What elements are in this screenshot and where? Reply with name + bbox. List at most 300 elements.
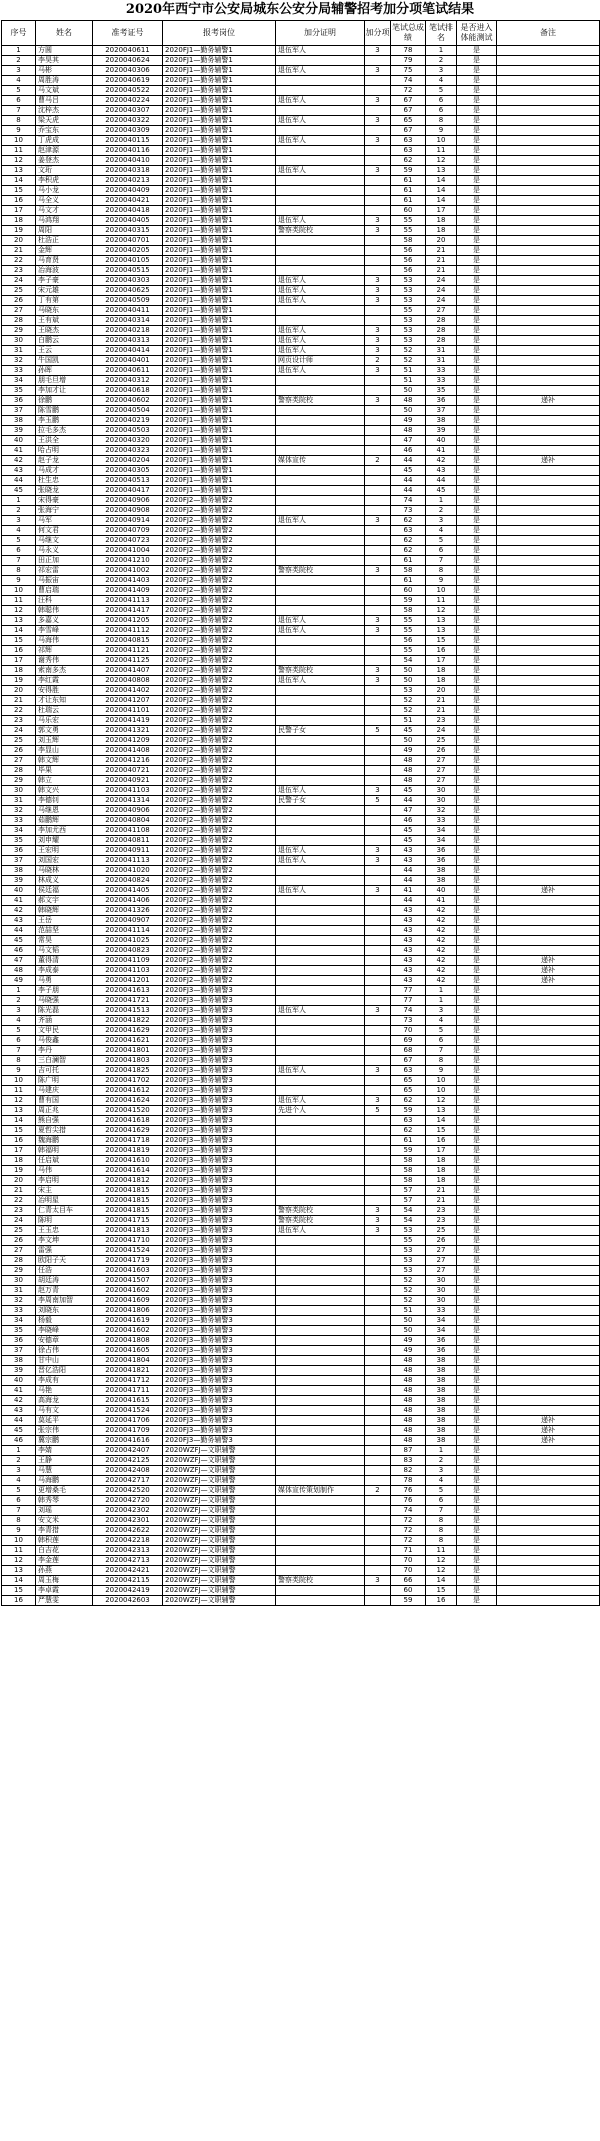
cell-total-score: 65 xyxy=(391,1086,426,1096)
cell-name: 李子朋 xyxy=(36,986,93,996)
table-row xyxy=(2,316,600,326)
cell-total-score: 43 xyxy=(391,846,426,856)
cell-index: 9 xyxy=(2,576,36,586)
cell-rank: 8 xyxy=(426,1516,457,1526)
cell-rank: 9 xyxy=(426,576,457,586)
cell-total-score: 62 xyxy=(391,516,426,526)
cell-name: 徐占伟 xyxy=(36,1346,93,1356)
cell-name: 杨毅 xyxy=(36,1316,93,1326)
cell-fitness-test: 是 xyxy=(457,306,497,316)
cell-fitness-test: 是 xyxy=(457,176,497,186)
cell-name: 马伟 xyxy=(36,1166,93,1176)
cell-rank: 34 xyxy=(426,1316,457,1326)
table-row xyxy=(2,1076,600,1086)
table-row xyxy=(2,1496,600,1506)
cell-total-score: 58 xyxy=(391,566,426,576)
cell-bonus-points xyxy=(365,206,391,216)
cell-fitness-test: 是 xyxy=(457,446,497,456)
cell-exam-id: 2020041719 xyxy=(93,1256,163,1266)
cell-position: 2020FJ1—勤务辅警1 xyxy=(163,96,276,106)
cell-position: 2020FJ3—勤务辅警3 xyxy=(163,1056,276,1066)
cell-rank: 27 xyxy=(426,1246,457,1256)
table-row xyxy=(2,756,600,766)
cell-bonus-points xyxy=(365,1586,391,1596)
cell-remarks xyxy=(497,596,600,606)
cell-position: 2020FJ1—勤务辅警1 xyxy=(163,316,276,326)
cell-total-score: 52 xyxy=(391,1296,426,1306)
cell-exam-id: 2020040723 xyxy=(93,536,163,546)
table-row xyxy=(2,1596,600,1606)
table-row xyxy=(2,626,600,636)
cell-name: 莫延平 xyxy=(36,1416,93,1426)
cell-rank: 36 xyxy=(426,846,457,856)
cell-fitness-test: 是 xyxy=(457,1366,497,1376)
cell-bonus-proof xyxy=(276,1276,365,1286)
cell-position: 2020FJ2—勤务辅警2 xyxy=(163,836,276,846)
cell-exam-id: 2020041710 xyxy=(93,1236,163,1246)
cell-remarks xyxy=(497,1056,600,1066)
cell-bonus-proof xyxy=(276,316,365,326)
cell-exam-id: 2020041321 xyxy=(93,726,163,736)
cell-exam-id: 2020040906 xyxy=(93,496,163,506)
cell-fitness-test: 是 xyxy=(457,1236,497,1246)
table-row xyxy=(2,526,600,536)
cell-index: 34 xyxy=(2,1316,36,1326)
header-name: 姓名 xyxy=(36,21,93,46)
cell-exam-id: 2020041209 xyxy=(93,736,163,746)
table-row xyxy=(2,1266,600,1276)
cell-index: 16 xyxy=(2,646,36,656)
cell-bonus-proof: 先进个人 xyxy=(276,1106,365,1116)
cell-exam-id: 2020040602 xyxy=(93,396,163,406)
cell-remarks xyxy=(497,336,600,346)
cell-exam-id: 2020041616 xyxy=(93,1436,163,1446)
cell-rank: 25 xyxy=(426,736,457,746)
cell-index: 11 xyxy=(2,1086,36,1096)
cell-exam-id: 2020041114 xyxy=(93,926,163,936)
cell-exam-id: 2020041113 xyxy=(93,856,163,866)
cell-bonus-points xyxy=(365,806,391,816)
cell-name: 马乐宏 xyxy=(36,716,93,726)
cell-fitness-test: 是 xyxy=(457,246,497,256)
cell-rank: 13 xyxy=(426,166,457,176)
cell-rank: 4 xyxy=(426,1016,457,1026)
cell-name: 更增桑毛 xyxy=(36,1486,93,1496)
table-row xyxy=(2,1426,600,1436)
cell-position: 2020FJ3—勤务辅警3 xyxy=(163,1256,276,1266)
cell-exam-id: 2020040823 xyxy=(93,946,163,956)
table-row xyxy=(2,1066,600,1076)
cell-fitness-test: 是 xyxy=(457,556,497,566)
cell-name: 马小龙 xyxy=(36,186,93,196)
cell-total-score: 70 xyxy=(391,1566,426,1576)
cell-fitness-test: 是 xyxy=(457,1546,497,1556)
cell-bonus-points: 3 xyxy=(365,96,391,106)
cell-fitness-test: 是 xyxy=(457,56,497,66)
table-row xyxy=(2,676,600,686)
cell-position: 2020FJ3—勤务辅警3 xyxy=(163,986,276,996)
cell-name: 文甲民 xyxy=(36,1026,93,1036)
cell-index: 24 xyxy=(2,1216,36,1226)
table-row xyxy=(2,1146,600,1156)
table-row xyxy=(2,1456,600,1466)
cell-exam-id: 2020041718 xyxy=(93,1136,163,1146)
cell-bonus-points: 3 xyxy=(365,296,391,306)
cell-bonus-points xyxy=(365,1456,391,1466)
cell-bonus-proof: 警察类院校 xyxy=(276,566,365,576)
cell-remarks xyxy=(497,746,600,756)
cell-fitness-test: 是 xyxy=(457,1036,497,1046)
cell-rank: 6 xyxy=(426,546,457,556)
table-row xyxy=(2,96,600,106)
cell-fitness-test: 是 xyxy=(457,1106,497,1116)
cell-name: 严慧雯 xyxy=(36,1596,93,1606)
table-row xyxy=(2,406,600,416)
cell-remarks xyxy=(497,636,600,646)
cell-position: 2020FJ2—勤务辅警2 xyxy=(163,736,276,746)
table-row xyxy=(2,1256,600,1266)
table-row xyxy=(2,1386,600,1396)
cell-bonus-points xyxy=(365,376,391,386)
cell-bonus-points xyxy=(365,1046,391,1056)
cell-name: 王洪全 xyxy=(36,436,93,446)
cell-bonus-points: 3 xyxy=(365,1226,391,1236)
cell-exam-id: 2020041405 xyxy=(93,886,163,896)
cell-remarks xyxy=(497,726,600,736)
cell-fitness-test: 是 xyxy=(457,206,497,216)
cell-exam-id: 2020040421 xyxy=(93,196,163,206)
cell-index: 10 xyxy=(2,1536,36,1546)
cell-position: 2020FJ3—勤务辅警3 xyxy=(163,1226,276,1236)
cell-index: 45 xyxy=(2,936,36,946)
cell-total-score: 55 xyxy=(391,306,426,316)
cell-total-score: 61 xyxy=(391,1136,426,1146)
cell-remarks xyxy=(497,226,600,236)
cell-remarks xyxy=(497,936,600,946)
cell-position: 2020FJ3—勤务辅警3 xyxy=(163,1286,276,1296)
cell-rank: 5 xyxy=(426,1026,457,1036)
cell-bonus-points xyxy=(365,1356,391,1366)
cell-remarks xyxy=(497,766,600,776)
cell-bonus-points xyxy=(365,946,391,956)
cell-index: 27 xyxy=(2,1246,36,1256)
table-row xyxy=(2,486,600,496)
cell-total-score: 62 xyxy=(391,1096,426,1106)
cell-exam-id: 2020042313 xyxy=(93,1546,163,1556)
cell-rank: 27 xyxy=(426,1266,457,1276)
cell-fitness-test: 是 xyxy=(457,496,497,506)
cell-index: 5 xyxy=(2,536,36,546)
cell-name: 张海宁 xyxy=(36,506,93,516)
cell-bonus-points xyxy=(365,1316,391,1326)
cell-exam-id: 2020040116 xyxy=(93,146,163,156)
cell-total-score: 43 xyxy=(391,956,426,966)
cell-name: 田正加 xyxy=(36,556,93,566)
cell-remarks xyxy=(497,266,600,276)
cell-fitness-test: 是 xyxy=(457,196,497,206)
cell-remarks xyxy=(497,376,600,386)
cell-fitness-test: 是 xyxy=(457,276,497,286)
cell-name: 马俊鑫 xyxy=(36,1036,93,1046)
cell-name: 冀宗鹏 xyxy=(36,1436,93,1446)
table-row xyxy=(2,896,600,906)
cell-fitness-test: 是 xyxy=(457,366,497,376)
cell-remarks xyxy=(497,1086,600,1096)
cell-bonus-points xyxy=(365,1416,391,1426)
cell-bonus-points xyxy=(365,1326,391,1336)
cell-bonus-proof xyxy=(276,1476,365,1486)
cell-position: 2020FJ3—勤务辅警3 xyxy=(163,1316,276,1326)
cell-total-score: 48 xyxy=(391,776,426,786)
cell-exam-id: 2020041326 xyxy=(93,906,163,916)
cell-index: 34 xyxy=(2,826,36,836)
cell-index: 20 xyxy=(2,686,36,696)
table-row xyxy=(2,1466,600,1476)
cell-bonus-points: 3 xyxy=(365,846,391,856)
cell-exam-id: 2020041715 xyxy=(93,1216,163,1226)
cell-name: 马全义 xyxy=(36,196,93,206)
cell-bonus-points xyxy=(365,466,391,476)
cell-remarks xyxy=(497,236,600,246)
cell-bonus-proof xyxy=(276,1126,365,1136)
cell-index: 9 xyxy=(2,1526,36,1536)
cell-bonus-proof xyxy=(276,976,365,986)
cell-bonus-proof xyxy=(276,1586,365,1596)
cell-index: 40 xyxy=(2,436,36,446)
cell-fitness-test: 是 xyxy=(457,1206,497,1216)
cell-rank: 1 xyxy=(426,1446,457,1456)
cell-position: 2020FJ3—勤务辅警3 xyxy=(163,1406,276,1416)
cell-rank: 24 xyxy=(426,296,457,306)
cell-total-score: 48 xyxy=(391,766,426,776)
cell-exam-id: 2020041004 xyxy=(93,546,163,556)
cell-total-score: 43 xyxy=(391,916,426,926)
cell-name: 夏哲尖措 xyxy=(36,1126,93,1136)
cell-total-score: 63 xyxy=(391,1066,426,1076)
cell-remarks xyxy=(497,526,600,536)
cell-fitness-test: 是 xyxy=(457,1086,497,1096)
cell-remarks xyxy=(497,576,600,586)
cell-total-score: 48 xyxy=(391,1356,426,1366)
cell-fitness-test: 是 xyxy=(457,1266,497,1276)
cell-fitness-test: 是 xyxy=(457,96,497,106)
cell-remarks xyxy=(497,316,600,326)
cell-bonus-points xyxy=(365,1386,391,1396)
cell-bonus-points xyxy=(365,756,391,766)
cell-fitness-test: 是 xyxy=(457,1196,497,1206)
cell-bonus-proof xyxy=(276,306,365,316)
cell-index: 15 xyxy=(2,636,36,646)
table-row xyxy=(2,1486,600,1496)
cell-position: 2020FJ2—勤务辅警2 xyxy=(163,586,276,596)
cell-name: 马文才 xyxy=(36,206,93,216)
cell-bonus-proof xyxy=(276,1376,365,1386)
cell-fitness-test: 是 xyxy=(457,46,497,56)
cell-exam-id: 2020041624 xyxy=(93,1096,163,1106)
cell-total-score: 49 xyxy=(391,746,426,756)
cell-position: 2020FJ3—勤务辅警3 xyxy=(163,1366,276,1376)
cell-position: 2020FJ1—勤务辅警1 xyxy=(163,166,276,176)
cell-exam-id: 2020041721 xyxy=(93,996,163,1006)
table-row xyxy=(2,596,600,606)
table-row xyxy=(2,816,600,826)
cell-name: 周正兆 xyxy=(36,1106,93,1116)
cell-total-score: 72 xyxy=(391,86,426,96)
table-row xyxy=(2,266,600,276)
cell-name: 姜登杰 xyxy=(36,156,93,166)
cell-position: 2020FJ2—勤务辅警2 xyxy=(163,576,276,586)
cell-rank: 8 xyxy=(426,1536,457,1546)
table-row xyxy=(2,1036,600,1046)
cell-index: 26 xyxy=(2,1236,36,1246)
cell-index: 41 xyxy=(2,896,36,906)
cell-position: 2020FJ2—勤务辅警2 xyxy=(163,596,276,606)
cell-bonus-proof xyxy=(276,586,365,596)
cell-index: 5 xyxy=(2,86,36,96)
cell-position: 2020FJ3—勤务辅警3 xyxy=(163,1236,276,1246)
cell-fitness-test: 是 xyxy=(457,1316,497,1326)
cell-total-score: 48 xyxy=(391,1426,426,1436)
cell-exam-id: 2020041711 xyxy=(93,1386,163,1396)
cell-exam-id: 2020042407 xyxy=(93,1446,163,1456)
cell-total-score: 53 xyxy=(391,1246,426,1256)
cell-bonus-proof xyxy=(276,776,365,786)
cell-name: 李成有 xyxy=(36,1376,93,1386)
cell-remarks xyxy=(497,826,600,836)
cell-bonus-proof xyxy=(276,86,365,96)
cell-position: 2020FJ2—勤务辅警2 xyxy=(163,856,276,866)
cell-exam-id: 2020040625 xyxy=(93,286,163,296)
cell-exam-id: 2020041101 xyxy=(93,706,163,716)
cell-total-score: 47 xyxy=(391,806,426,816)
cell-fitness-test: 是 xyxy=(457,716,497,726)
cell-name: 安得胜 xyxy=(36,686,93,696)
cell-remarks: 递补 xyxy=(497,1416,600,1426)
cell-total-score: 49 xyxy=(391,1346,426,1356)
cell-bonus-proof xyxy=(276,486,365,496)
cell-bonus-points xyxy=(365,126,391,136)
cell-bonus-points xyxy=(365,596,391,606)
cell-fitness-test: 是 xyxy=(457,296,497,306)
cell-name: 刘晓东 xyxy=(36,1306,93,1316)
cell-rank: 38 xyxy=(426,1386,457,1396)
cell-total-score: 73 xyxy=(391,506,426,516)
cell-rank: 2 xyxy=(426,1456,457,1466)
table-row xyxy=(2,516,600,526)
cell-remarks xyxy=(497,776,600,786)
cell-total-score: 44 xyxy=(391,876,426,886)
cell-rank: 20 xyxy=(426,236,457,246)
cell-name: 李加才让 xyxy=(36,386,93,396)
cell-rank: 33 xyxy=(426,366,457,376)
cell-exam-id: 2020041402 xyxy=(93,686,163,696)
cell-remarks xyxy=(497,1066,600,1076)
table-row xyxy=(2,1206,600,1216)
cell-bonus-proof: 退伍军人 xyxy=(276,366,365,376)
cell-bonus-proof xyxy=(276,1306,365,1316)
cell-name: 甘中山 xyxy=(36,1356,93,1366)
cell-rank: 45 xyxy=(426,486,457,496)
cell-name: 赵津源 xyxy=(36,146,93,156)
cell-fitness-test: 是 xyxy=(457,536,497,546)
cell-bonus-points xyxy=(365,306,391,316)
table-row xyxy=(2,786,600,796)
header-row xyxy=(2,21,600,46)
cell-name: 金辉 xyxy=(36,246,93,256)
cell-total-score: 63 xyxy=(391,146,426,156)
cell-remarks xyxy=(497,1326,600,1336)
cell-position: 2020FJ1—勤务辅警1 xyxy=(163,226,276,236)
cell-bonus-points xyxy=(365,1516,391,1526)
cell-bonus-proof xyxy=(276,106,365,116)
cell-total-score: 59 xyxy=(391,166,426,176)
cell-bonus-points xyxy=(365,1186,391,1196)
cell-remarks xyxy=(497,846,600,856)
cell-rank: 18 xyxy=(426,666,457,676)
cell-bonus-points: 3 xyxy=(365,786,391,796)
cell-rank: 16 xyxy=(426,1136,457,1146)
cell-total-score: 56 xyxy=(391,636,426,646)
cell-fitness-test: 是 xyxy=(457,116,497,126)
cell-bonus-points xyxy=(365,1126,391,1136)
cell-index: 43 xyxy=(2,466,36,476)
cell-exam-id: 2020040305 xyxy=(93,466,163,476)
cell-total-score: 53 xyxy=(391,296,426,306)
table-row xyxy=(2,706,600,716)
cell-position: 2020FJ1—勤务辅警1 xyxy=(163,366,276,376)
cell-bonus-proof xyxy=(276,1546,365,1556)
cell-bonus-points xyxy=(365,1426,391,1436)
cell-bonus-proof xyxy=(276,1236,365,1246)
cell-total-score: 44 xyxy=(391,486,426,496)
cell-index: 14 xyxy=(2,1576,36,1586)
cell-position: 2020FJ3—勤务辅警3 xyxy=(163,1376,276,1386)
table-row xyxy=(2,366,600,376)
cell-remarks xyxy=(497,286,600,296)
cell-index: 42 xyxy=(2,456,36,466)
cell-bonus-points xyxy=(365,1536,391,1546)
cell-bonus-points xyxy=(365,246,391,256)
cell-total-score: 50 xyxy=(391,406,426,416)
cell-remarks xyxy=(497,1196,600,1206)
cell-position: 2020WZFJ—文职辅警 xyxy=(163,1516,276,1526)
cell-bonus-proof xyxy=(276,1396,365,1406)
cell-total-score: 45 xyxy=(391,466,426,476)
cell-rank: 6 xyxy=(426,106,457,116)
cell-fitness-test: 是 xyxy=(457,1376,497,1386)
cell-position: 2020FJ1—勤务辅警1 xyxy=(163,456,276,466)
table-row xyxy=(2,396,600,406)
cell-total-score: 50 xyxy=(391,1316,426,1326)
cell-bonus-proof xyxy=(276,76,365,86)
cell-index: 7 xyxy=(2,1046,36,1056)
cell-total-score: 87 xyxy=(391,1446,426,1456)
cell-position: 2020FJ2—勤务辅警2 xyxy=(163,686,276,696)
cell-rank: 27 xyxy=(426,1256,457,1266)
cell-index: 46 xyxy=(2,946,36,956)
cell-remarks xyxy=(497,906,600,916)
cell-position: 2020FJ2—勤务辅警2 xyxy=(163,876,276,886)
cell-name: 索南多杰 xyxy=(36,666,93,676)
cell-remarks xyxy=(497,1106,600,1116)
cell-name: 雷强 xyxy=(36,1246,93,1256)
cell-bonus-proof: 退伍军人 xyxy=(276,626,365,636)
cell-position: 2020FJ3—勤务辅警3 xyxy=(163,1126,276,1136)
cell-name: 李红霞 xyxy=(36,676,93,686)
cell-position: 2020FJ2—勤务辅警2 xyxy=(163,496,276,506)
cell-total-score: 76 xyxy=(391,1496,426,1506)
cell-position: 2020FJ3—勤务辅警3 xyxy=(163,1036,276,1046)
